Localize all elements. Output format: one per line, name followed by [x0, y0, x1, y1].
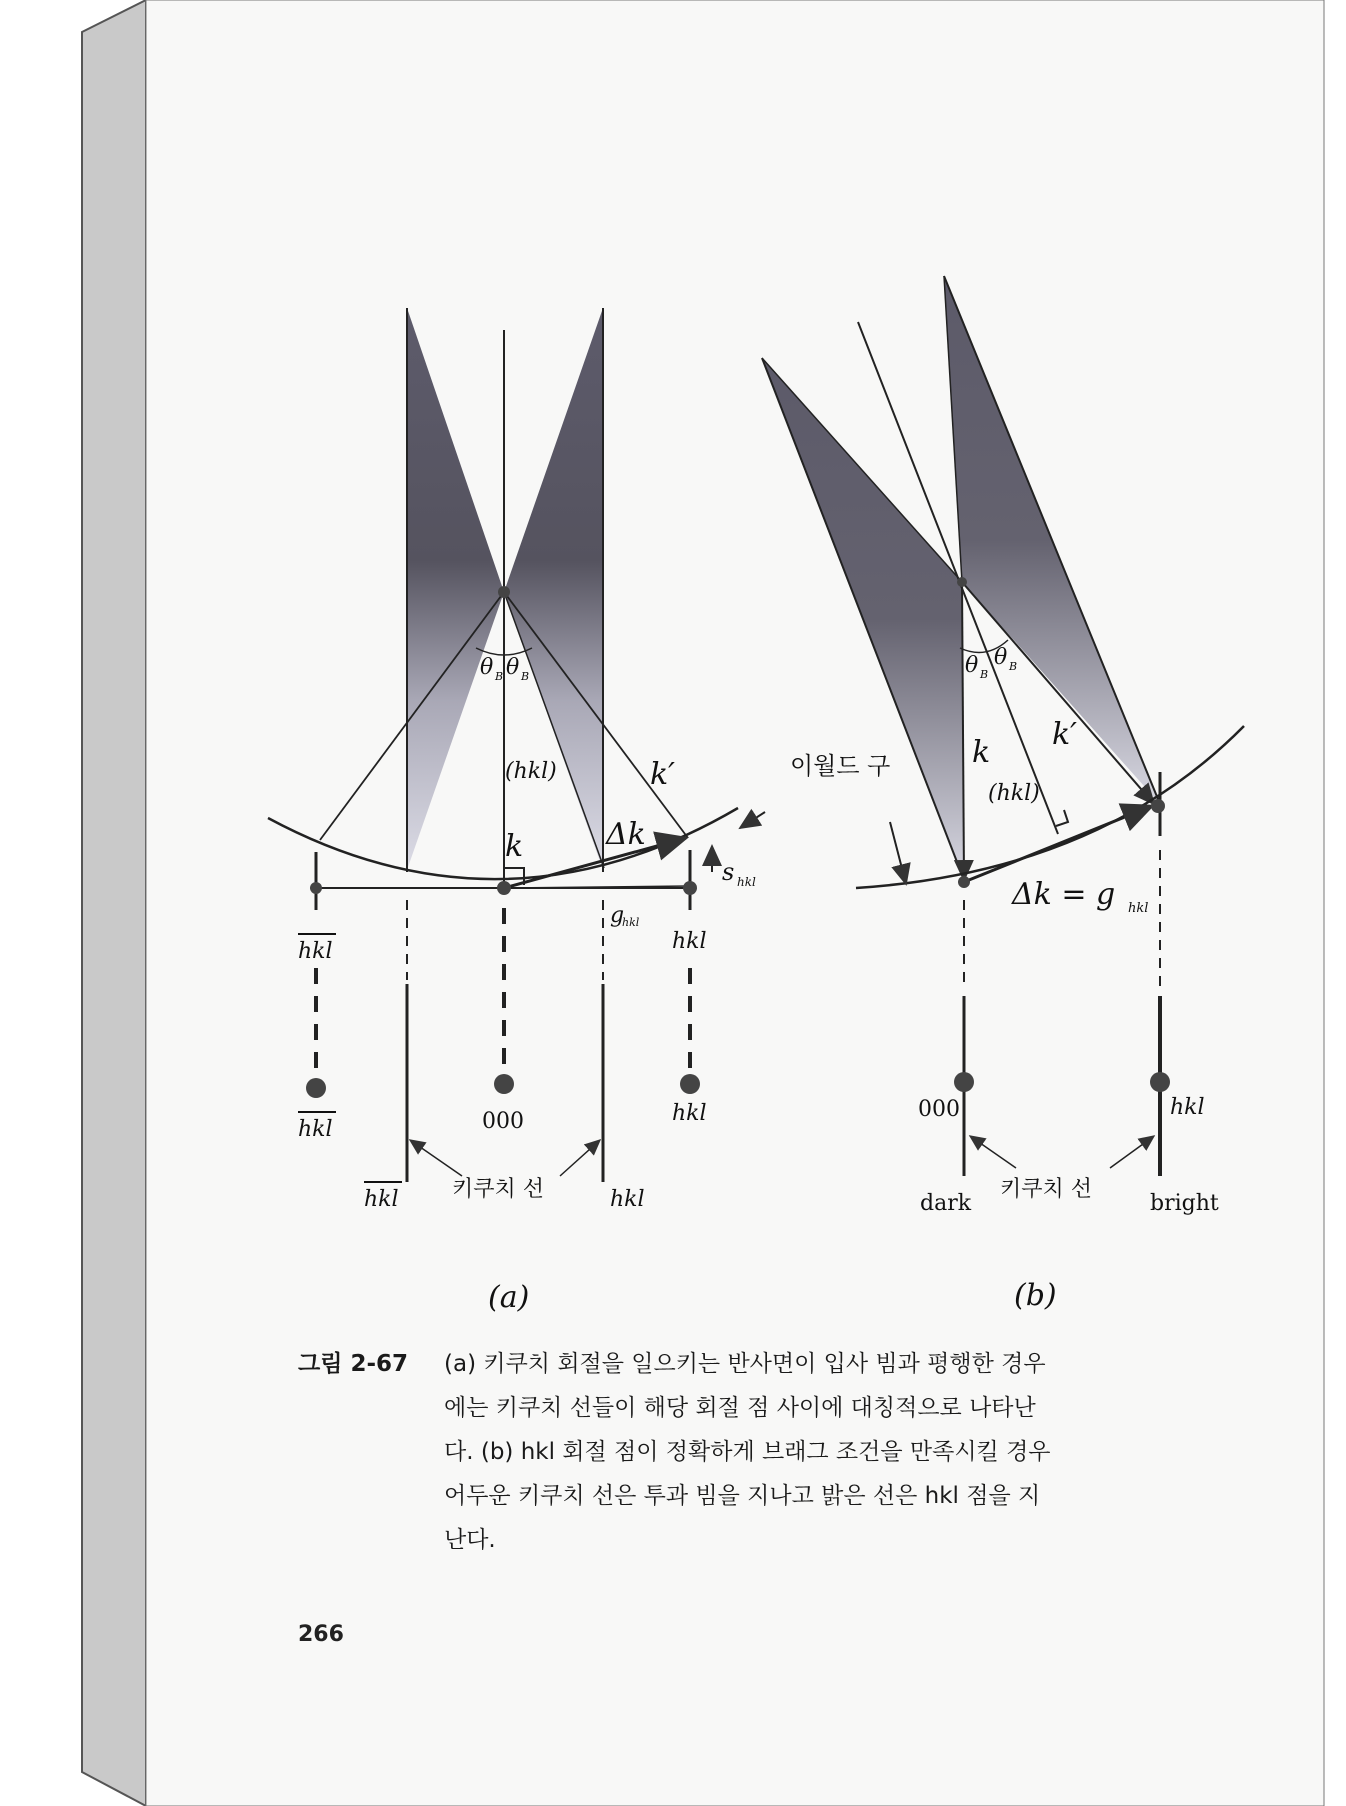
panel-b	[762, 276, 1244, 1216]
hkl-top-a: hkl	[672, 929, 707, 954]
dark-label-b: dark	[920, 1191, 972, 1216]
k-prime-b: k′	[1052, 717, 1077, 752]
k-vector-a: k	[505, 829, 524, 864]
hkl-bar-spot-a: hkl	[298, 1117, 333, 1142]
bright-label-b: bright	[1150, 1191, 1219, 1216]
theta-a-right: θ	[506, 655, 520, 680]
plane-a: (hkl)	[505, 759, 557, 784]
theta-b-left-sub: B	[980, 668, 989, 681]
theta-b-right-sub: B	[1009, 660, 1018, 673]
spot-000-label-a: 000	[482, 1109, 524, 1134]
spot-000-b	[954, 1072, 974, 1092]
spot-hkl-b	[1150, 1072, 1170, 1092]
panel-a-label: (a)	[488, 1280, 530, 1315]
theta-b-right: θ	[994, 645, 1008, 670]
g-vector-a: g	[610, 903, 625, 928]
s-sub-a: hkl	[737, 875, 756, 889]
caption-text	[444, 1342, 1204, 1562]
s-vector-a: s	[722, 858, 735, 886]
caption-line: 어두운 키쿠치 선은 투과 빔을 지나고 밝은 선은 hkl 점을 지	[444, 1483, 1041, 1509]
hkl-spot-label-b: hkl	[1170, 1095, 1205, 1120]
k-prime-a: k′	[650, 757, 675, 792]
page-number: 266	[298, 1622, 344, 1647]
wedge-a-right	[504, 308, 603, 870]
k-vector-b: k	[972, 735, 991, 770]
hkl-bar-top-a: hkl	[298, 939, 333, 964]
kikuchi-label-a: 키쿠치 선	[452, 1177, 545, 1202]
panel-a	[268, 308, 765, 1212]
theta-a-left: θ	[480, 655, 494, 680]
ewald-label-b: 이월드 구	[790, 752, 891, 780]
caption-label: 그림 2-67	[298, 1351, 408, 1377]
kikuchi-bar-label-a: hkl	[364, 1187, 399, 1212]
theta-b-left: θ	[965, 653, 979, 678]
g-sub-a: hkl	[622, 916, 640, 929]
spot-hkl-bar-a	[306, 1078, 326, 1098]
spot-hkl-a	[680, 1074, 700, 1094]
panel-b-label: (b)	[1014, 1278, 1057, 1313]
caption-line: 다. (b) hkl 회절 점이 정확하게 브래그 조건을 만족시킬 경우	[444, 1439, 1051, 1465]
spot-000-label-b: 000	[918, 1097, 960, 1122]
hkl-spot-label-a: hkl	[672, 1101, 707, 1126]
theta-a-left-sub: B	[495, 670, 504, 683]
wedge-a-left	[407, 308, 504, 870]
plane-b: (hkl)	[988, 781, 1040, 806]
caption-line: 난다.	[444, 1527, 496, 1553]
caption-line: 에는 키쿠치 선들이 해당 회절 점 사이에 대칭적으로 나타난	[444, 1395, 1036, 1421]
theta-a-right-sub: B	[521, 670, 530, 683]
caption-line: (a) 키쿠치 회절을 일으키는 반사면이 입사 빔과 평행한 경우	[444, 1351, 1046, 1377]
delta-k-a: Δk	[606, 817, 646, 852]
kikuchi-hkl-label-a: hkl	[610, 1187, 645, 1212]
kikuchi-label-b: 키쿠치 선	[1000, 1177, 1093, 1202]
spot-000-a	[494, 1074, 514, 1094]
g-sub-b: hkl	[1128, 901, 1149, 916]
delta-k-eq-b: Δk = g	[1012, 877, 1116, 912]
